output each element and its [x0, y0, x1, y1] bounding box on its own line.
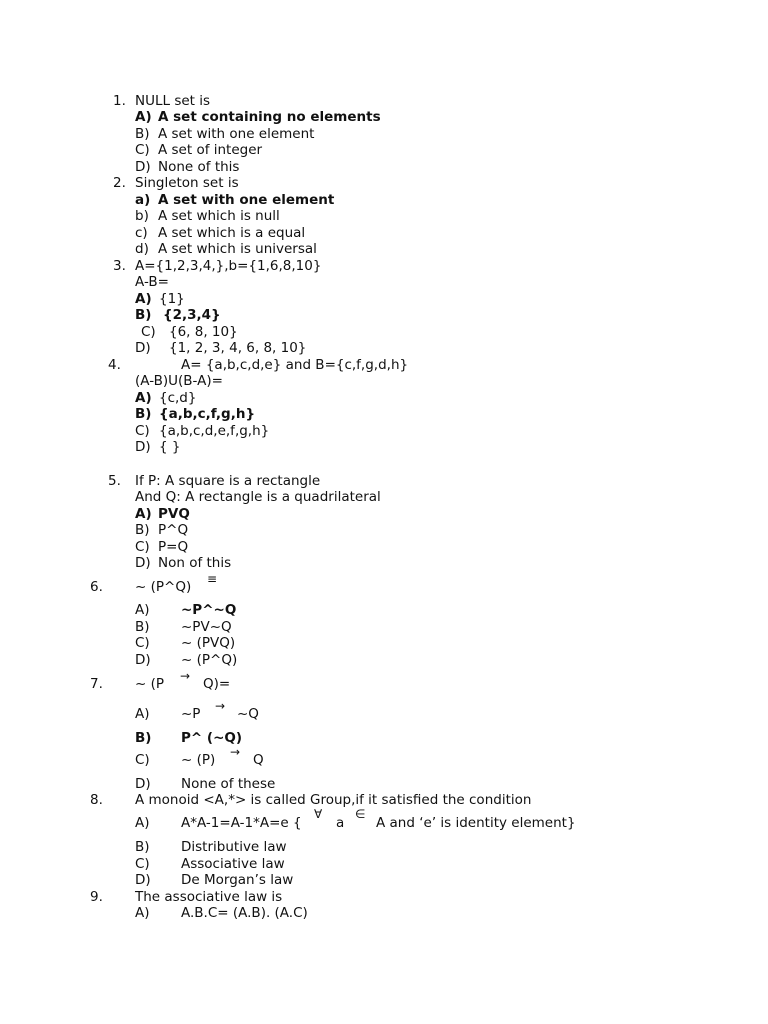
q5-number: 5.	[108, 473, 121, 489]
q1-option-a-text: A set containing no elements	[158, 109, 381, 125]
q9-number: 9.	[90, 889, 103, 905]
q1-option-d-letter: D)	[135, 159, 151, 175]
q2-option-d-text: A set which is universal	[158, 241, 317, 257]
q5-option-a-letter: A)	[135, 506, 152, 522]
q1-number: 1.	[113, 93, 126, 109]
q5-option-c-text: P=Q	[158, 539, 189, 555]
q8-option-b-letter: B)	[135, 839, 150, 855]
q1-option-c-letter: C)	[135, 142, 150, 158]
q3-number: 3.	[113, 258, 126, 274]
q6-option-c-letter: C)	[135, 635, 150, 651]
q9-option-a-text: A.B.C= (A.B). (A.C)	[181, 905, 308, 921]
q6-stem: ~ (P^Q)	[135, 579, 192, 595]
q8-option-a-variable: a	[336, 815, 345, 831]
q1-option-a-letter: A)	[135, 109, 152, 125]
q2-option-c-text: A set which is a equal	[158, 225, 306, 241]
q4-option-c-letter: C)	[135, 423, 150, 439]
q1-option-b-text: A set with one element	[158, 126, 315, 142]
q3-option-d-text: {1, 2, 3, 4, 6, 8, 10}	[169, 340, 307, 356]
q5-option-b-letter: B)	[135, 522, 150, 538]
q7-stem-part2: Q)=	[203, 676, 231, 692]
q4-option-b-text: {a,b,c,f,g,h}	[159, 406, 256, 422]
q2-option-b-text: A set which is null	[158, 208, 280, 224]
q5-option-d-letter: D)	[135, 555, 151, 571]
q8-option-d-letter: D)	[135, 872, 151, 888]
q9-option-a-letter: A)	[135, 905, 150, 921]
q8-option-b-text: Distributive law	[181, 839, 287, 855]
implies-arrow-icon: →	[230, 745, 241, 759]
forall-symbol: ∀	[314, 807, 323, 821]
q3-option-a-text: {1}	[159, 291, 185, 307]
q6-number: 6.	[90, 579, 103, 595]
q3-stem-line2: A-B=	[135, 274, 169, 290]
q5-stem-line2: And Q: A rectangle is a quadrilateral	[135, 489, 381, 505]
q7-option-d-letter: D)	[135, 776, 151, 792]
q7-option-c-text-part2: Q	[253, 752, 264, 768]
q8-option-a-text-part2: A and ‘e’ is identity element}	[376, 815, 576, 831]
implies-arrow-icon: →	[180, 669, 191, 683]
q4-stem-line2: (A-B)U(B-A)=	[135, 373, 223, 389]
q8-number: 8.	[90, 792, 103, 808]
q5-option-a-text: PVQ	[158, 506, 190, 522]
q4-stem: A= {a,b,c,d,e} and B={c,f,g,d,h}	[181, 357, 409, 373]
implies-arrow-icon: →	[215, 699, 226, 713]
q6-option-a-text: ~P^~Q	[181, 602, 237, 618]
q8-option-a-text-part1: A*A-1=A-1*A=e {	[181, 815, 302, 831]
q1-option-b-letter: B)	[135, 126, 150, 142]
q7-option-c-text-part1: ~ (P)	[181, 752, 216, 768]
q3-option-a-letter: A)	[135, 291, 152, 307]
q3-option-d-letter: D)	[135, 340, 151, 356]
q7-option-b-letter: B)	[135, 730, 152, 746]
q2-option-a-text: A set with one element	[158, 192, 335, 208]
q2-option-b-letter: b)	[135, 208, 149, 224]
q4-number: 4.	[108, 357, 121, 373]
q8-option-c-text: Associative law	[181, 856, 285, 872]
q5-stem: If P: A square is a rectangle	[135, 473, 321, 489]
q3-option-b-text: {2,3,4}	[163, 307, 221, 323]
q2-stem: Singleton set is	[135, 175, 239, 191]
q8-option-c-letter: C)	[135, 856, 150, 872]
q3-option-b-letter: B)	[135, 307, 152, 323]
q8-option-a-letter: A)	[135, 815, 150, 831]
q8-stem: A monoid <A,*> is called Group,if it satisfied the condition	[135, 792, 532, 808]
q4-option-a-letter: A)	[135, 390, 152, 406]
q5-option-b-text: P^Q	[158, 522, 189, 538]
q6-option-b-letter: B)	[135, 619, 150, 635]
q3-option-c-text: {6, 8, 10}	[169, 324, 238, 340]
q4-option-d-text: { }	[159, 439, 181, 455]
q8-option-d-text: De Morgan’s law	[181, 872, 294, 888]
q7-option-a-letter: A)	[135, 706, 150, 722]
q5-option-d-text: Non of this	[158, 555, 232, 571]
q6-option-a-letter: A)	[135, 602, 150, 618]
q7-option-c-letter: C)	[135, 752, 150, 768]
q2-option-d-letter: d)	[135, 241, 149, 257]
q1-stem: NULL set is	[135, 93, 211, 109]
q7-number: 7.	[90, 676, 103, 692]
q3-option-c-letter: C)	[141, 324, 156, 340]
q4-option-d-letter: D)	[135, 439, 151, 455]
q6-option-b-text: ~PV~Q	[181, 619, 232, 635]
q3-stem: A={1,2,3,4,},b={1,6,8,10}	[135, 258, 322, 274]
q6-option-d-text: ~ (P^Q)	[181, 652, 238, 668]
q6-option-c-text: ~ (PVQ)	[181, 635, 236, 651]
q4-option-a-text: {c,d}	[159, 390, 197, 406]
q6-option-d-letter: D)	[135, 652, 151, 668]
q2-option-a-letter: a)	[135, 192, 151, 208]
q7-stem-part1: ~ (P	[135, 676, 165, 692]
equivalence-symbol: ≡	[207, 572, 218, 586]
q7-option-b-text: P^ (~Q)	[181, 730, 243, 746]
q4-option-b-letter: B)	[135, 406, 152, 422]
q1-option-d-text: None of this	[158, 159, 240, 175]
q1-option-c-text: A set of integer	[158, 142, 263, 158]
q9-stem: The associative law is	[135, 889, 283, 905]
element-of-symbol: ∈	[355, 807, 366, 821]
q7-option-d-text: None of these	[181, 776, 276, 792]
q2-number: 2.	[113, 175, 126, 191]
q5-option-c-letter: C)	[135, 539, 150, 555]
q7-option-a-text-part2: ~Q	[237, 706, 259, 722]
q4-option-c-text: {a,b,c,d,e,f,g,h}	[159, 423, 270, 439]
q7-option-a-text-part1: ~P	[181, 706, 201, 722]
q2-option-c-letter: c)	[135, 225, 148, 241]
